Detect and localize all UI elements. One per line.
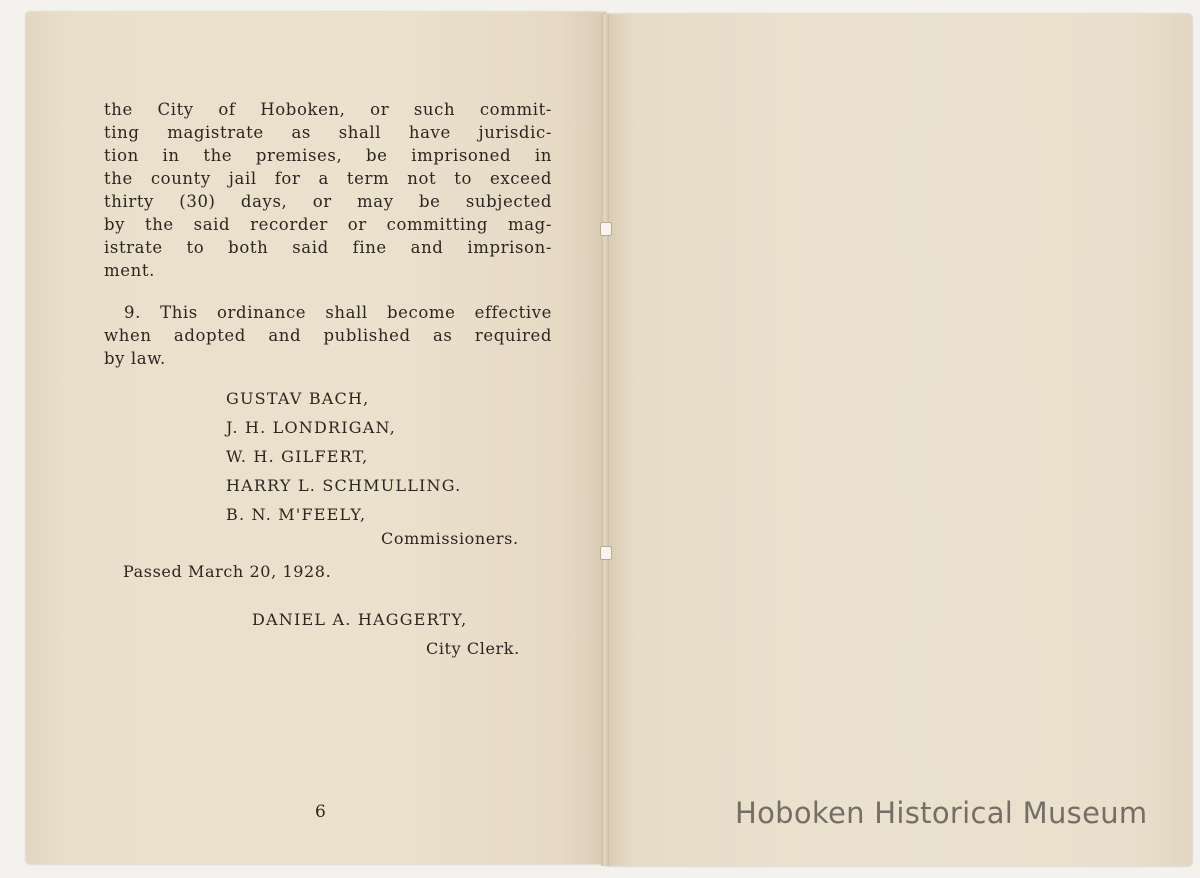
signatory-name: GUSTAV BACH, (226, 389, 370, 408)
clerk-name: DANIEL A. HAGGERTY, (252, 610, 468, 629)
clerk-title: City Clerk. (426, 639, 520, 658)
text-line: when adopted and published as required (104, 326, 552, 345)
text-line: ment. (104, 261, 155, 280)
page-number: 6 (315, 802, 326, 822)
ordinance-text (104, 98, 552, 370)
text-line: by the said recorder or committing mag- (104, 215, 552, 234)
right-page-blank (606, 14, 1192, 866)
text-line: 9. This ordinance shall become effective (124, 303, 552, 322)
commissioners-title: Commissioners. (381, 529, 519, 548)
signatory-name: B. N. M'FEELY, (226, 505, 367, 524)
signatory-name: HARRY L. SCHMULLING. (226, 476, 462, 495)
museum-watermark: Hoboken Historical Museum (735, 796, 1148, 830)
staple-top (600, 222, 612, 236)
text-line: the City of Hoboken, or such commit- (104, 100, 552, 119)
booklet-spine (601, 14, 609, 866)
text-line: by law. (104, 349, 166, 368)
text-line: the county jail for a term not to exceed (104, 169, 552, 188)
staple-bottom (600, 546, 612, 560)
signatory-name: J. H. LONDRIGAN, (226, 418, 397, 437)
text-line: tion in the premises, be imprisoned in (104, 146, 552, 165)
signatory-name: W. H. GILFERT, (226, 447, 369, 466)
text-line: istrate to both said fine and imprison- (104, 238, 552, 257)
passed-date: Passed March 20, 1928. (123, 562, 332, 581)
text-line: ting magistrate as shall have jurisdic- (104, 123, 552, 142)
text-line: thirty (30) days, or may be subjected (104, 192, 552, 211)
